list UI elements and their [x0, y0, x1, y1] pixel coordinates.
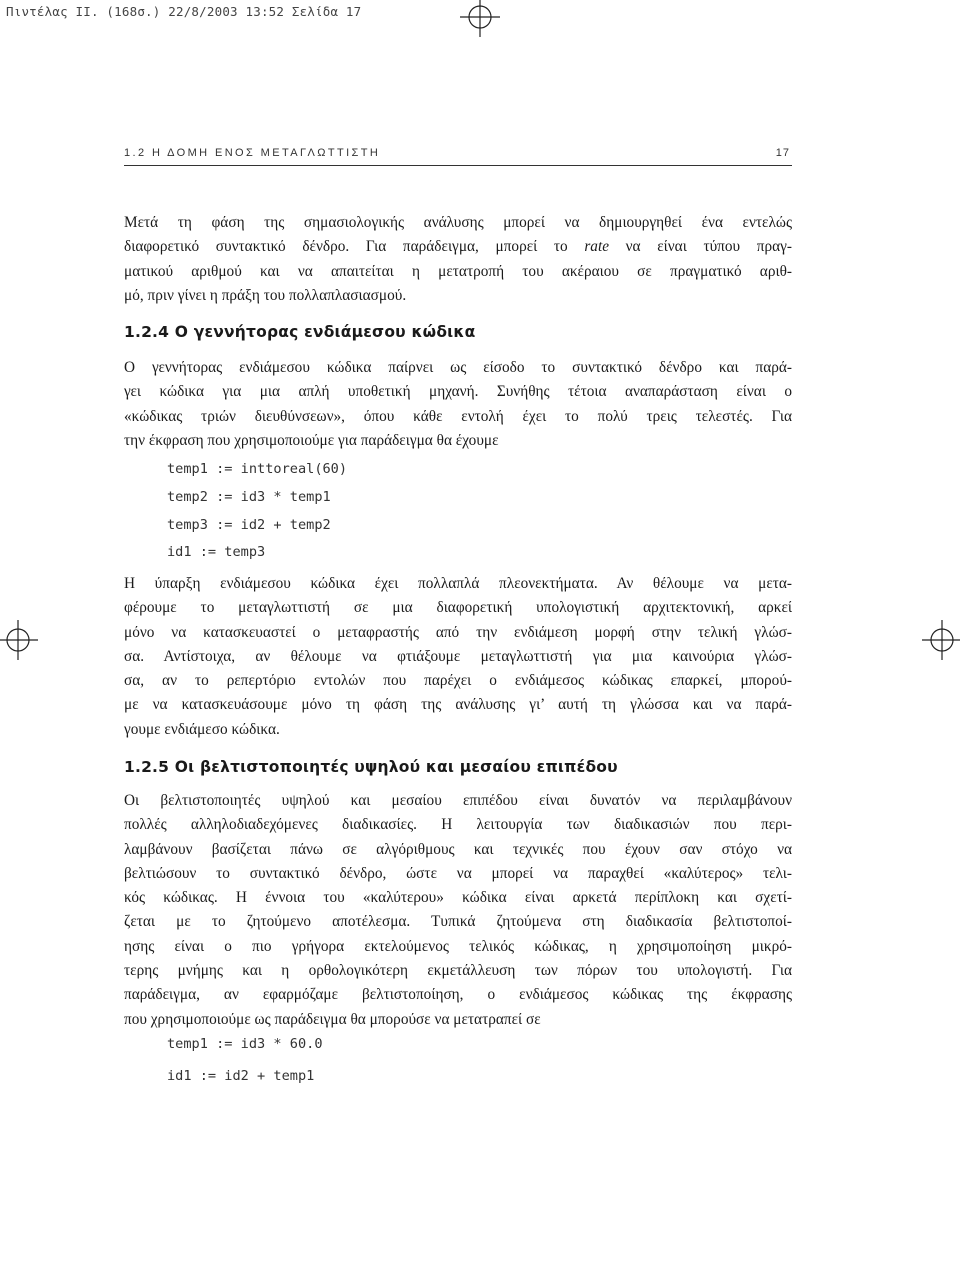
text-line: βελτιώσουν το συντακτικό δένδρο, ώστε να μπορεί να παραχθεί «καλύτερος» τελι-	[124, 864, 792, 882]
text-line: που χρησιμοποιούμε ως παράδειγμα θα μπορούσε να μετατραπεί σε	[124, 1010, 541, 1028]
text-line: γει κώδικα για μια απλή υποθετική μηχανή. Συνήθης τέτοια αναπαράσταση είναι ο	[124, 383, 792, 401]
text-line: Οι βελτιστοποιητές υψηλού και μεσαίου επιπέδου είναι δυνατόν να περιλαμβάνουν	[124, 792, 792, 809]
intermediate-code-advantages-paragraph	[124, 572, 792, 742]
text-line: Ο γεννήτορας ενδιάμεσου κώδικα παίρνει ως είσοδο το συντακτικό δένδρο και παρά-	[124, 359, 792, 376]
text-line: Μετά τη φάση της σημασιολογικής ανάλυσης μπορεί να δημιουργηθεί ένα εντελώς	[124, 214, 792, 231]
code-line: id1 := id2 + temp1	[167, 1068, 315, 1084]
registration-mark-top-icon	[460, 0, 500, 37]
text-line: την έκφραση που χρησιμοποιούμε για παράδειγμα θα έχουμε	[124, 431, 499, 449]
text-line: σα. Αντίστοιχα, αν θέλουμε να φτιάξουμε μεταγλωττιστή για μια καινούρια γλώσ-	[124, 647, 792, 665]
running-head-title: 1.2 Η ΔΟΜΗ ΕΝΟΣ ΜΕΤΑΓΛΩΤΤΙΣΤΗ	[124, 147, 381, 159]
section-1-2-5-paragraph	[124, 789, 792, 1032]
page-number: 17	[775, 147, 790, 159]
text-line: πολλές αλληλοδιαδεχόμενες διαδικασίες. Η λειτουργία των διαδικασιών που περι-	[124, 816, 792, 834]
text-line: με να κατασκευάσουμε μόνο τη φάση της ανάλυσης γι’ αυτή τη γλώσσα και να παρά-	[124, 696, 792, 714]
code-line: id1 := temp3	[167, 544, 266, 560]
text-line: ησης είναι ο πιο γρήγορα εκτελούμενος τελικός κώδικας, η χρησιμοποίηση μικρό-	[124, 937, 792, 955]
text-line: γουμε ενδιάμεσο κώδικα.	[124, 720, 280, 738]
text-fragment: διαφορετικό συντακτικό δένδρο. Για παράδειγμα, μπορεί το	[124, 238, 585, 256]
section-heading-1-2-4: 1.2.4 Ο γεννήτορας ενδιάμεσου κώδικα	[124, 323, 476, 341]
text-line: τερης μνήμης και η ορθολογικότερη εκμετάλλευση των πόρων του υπολογιστή. Για	[124, 962, 792, 980]
text-line: λαμβάνουν βασίζεται πάνω σε αλγόριθμους και τεχνικές που έχουν σαν στόχο να	[124, 840, 792, 858]
text-line: παράδειγμα, αν εφαρμόζαμε βελτιστοποίηση, ο ενδιάμεσος κώδικας της έκφρασης	[124, 986, 792, 1004]
text-fragment: να είναι τύπου πραγ-	[609, 238, 792, 256]
registration-mark-right-icon	[922, 620, 960, 660]
text-line: Η ύπαρξη ενδιάμεσου κώδικα έχει πολλαπλά πλεονεκτήματα. Αν θέλουμε να μετα-	[124, 575, 792, 592]
section-1-2-4-paragraph	[124, 356, 792, 453]
text-line: μό, πριν γίνει η πράξη του πολλαπλασιασμού.	[124, 286, 407, 304]
text-line: σα, αν το ρεπερτόριο εντολών που παρέχει ο ενδιάμεσος κώδικας επαρκεί, μπορού-	[124, 672, 792, 690]
text-line: «κώδικας τριών διευθύνσεων», όπου κάθε εντολή έχει το πολύ τρεις τελεστές. Για	[124, 407, 792, 425]
code-line: temp3 := id2 + temp2	[167, 517, 331, 533]
code-line: temp1 := inttoreal(60)	[167, 461, 348, 477]
registration-mark-left-icon	[0, 620, 38, 660]
intro-paragraph	[124, 211, 792, 308]
italic-term: rate	[584, 238, 609, 256]
code-line: temp1 := id3 * 60.0	[167, 1036, 323, 1052]
print-slug-line: Πιντέλας ΙΙ. (168σ.) 22/8/2003 13:52 Σελίδα 17	[6, 4, 362, 19]
text-line: ζεται με το ζητούμενο αποτέλεσμα. Τυπικά ζητούμενα στη διαδικασία βελτιστοποί-	[124, 913, 792, 931]
text-line: μόνο να κατασκευαστεί ο μεταφραστής από την ενδιάμεση μορφή στην τελική γλώσ-	[124, 623, 792, 641]
text-line: φέρουμε το μεταγλωττιστή σε μια διαφορετική υπολογιστική αρχιτεκτονική, αρκεί	[124, 599, 792, 617]
section-heading-1-2-5: 1.2.5 Οι βελτιστοποιητές υψηλού και μεσαίου επιπέδου	[124, 758, 618, 776]
code-line: temp2 := id3 * temp1	[167, 489, 331, 505]
text-line: ματικού αριθμού και να απαιτείται η μετατροπή του ακέραιου σε πραγματικό αριθ-	[124, 262, 792, 280]
text-line: κός κώδικας. Η έννοια του «καλύτερου» κώδικα είναι αρκετά περίπλοκη και σχετί-	[124, 889, 792, 907]
text-line	[124, 235, 792, 259]
running-head	[124, 145, 792, 166]
